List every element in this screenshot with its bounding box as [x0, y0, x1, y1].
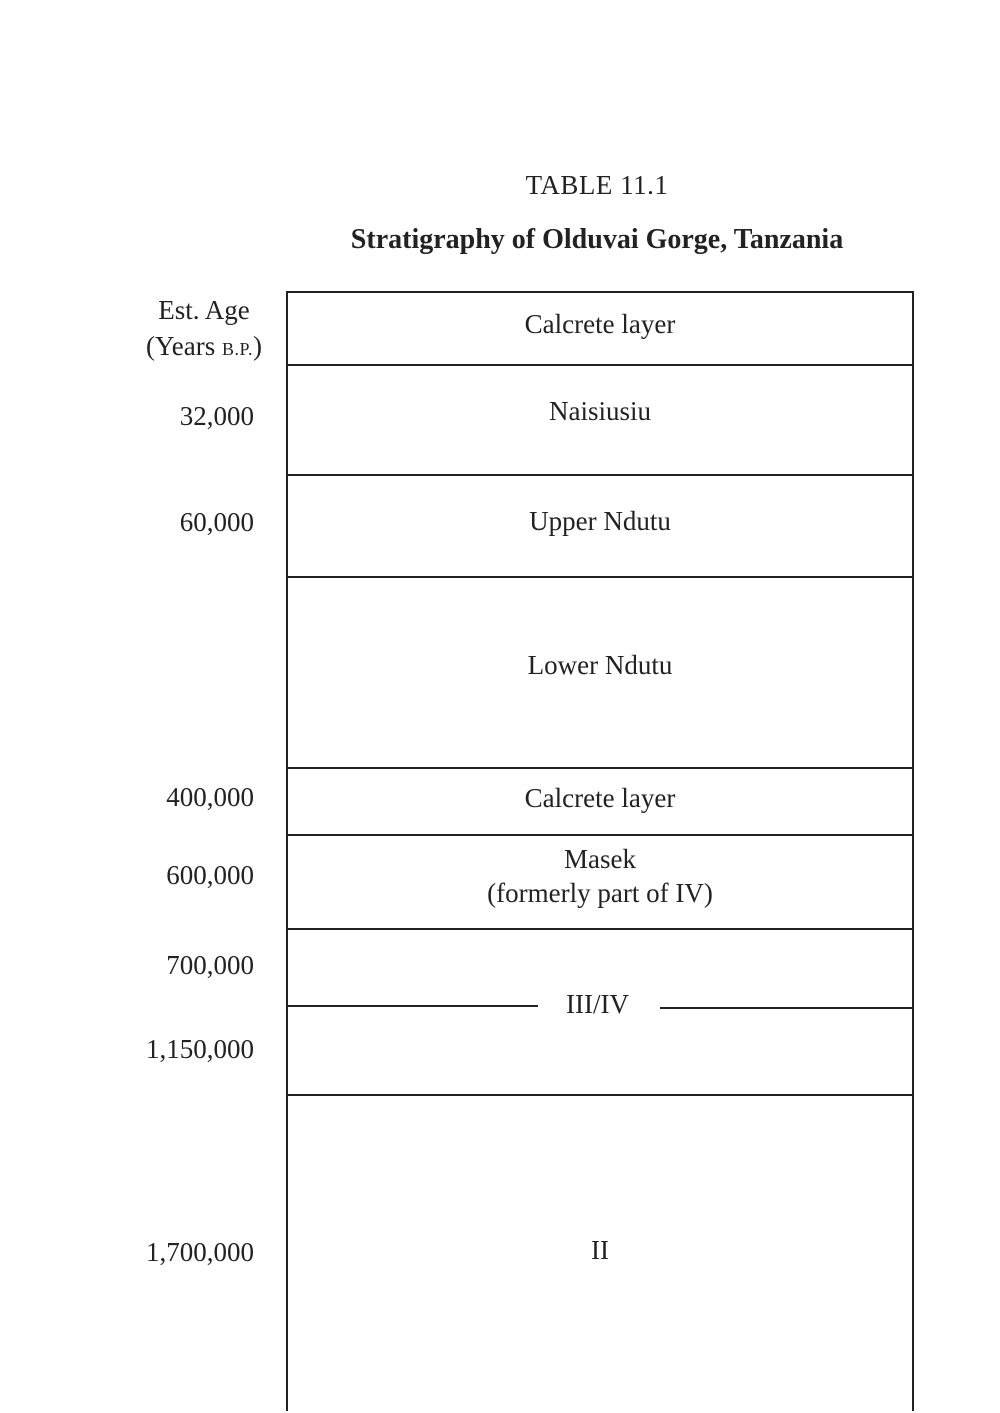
- age-header-prefix: (Years: [145, 331, 222, 361]
- age-header-line1: Est. Age: [158, 295, 250, 325]
- age-label-700000: 700,000: [166, 950, 254, 980]
- age-column-header: [120, 292, 288, 367]
- layer-note: (formerly part of IV): [487, 878, 713, 908]
- age-label-1700000: 1,700,000: [146, 1237, 254, 1267]
- layer-masek: [288, 836, 912, 930]
- layer-label: Naisiusiu: [548, 396, 651, 426]
- layer-lower-ndutu: [288, 578, 912, 769]
- age-label-600000: 600,000: [166, 860, 254, 890]
- table-title: Stratigraphy of Olduvai Gorge, Tanzania: [350, 224, 844, 255]
- layer-label: II: [591, 1235, 609, 1265]
- age-label-400000: 400,000: [166, 782, 254, 812]
- age-label-1150000: 1,150,000: [146, 1034, 254, 1064]
- layer-naisiusiu: [288, 366, 912, 476]
- stratigraphy-column: [286, 291, 914, 1411]
- iii-iv-divider-left: [288, 1005, 538, 1007]
- age-header-unit: B.P.: [221, 339, 254, 359]
- iii-iv-divider-right: [660, 1007, 914, 1009]
- layer-label: Masek: [564, 844, 636, 874]
- layer-calcrete-lower: [288, 769, 912, 836]
- layer-label: Lower Ndutu: [527, 650, 673, 680]
- age-label-32000: 32,000: [179, 401, 254, 431]
- layer-calcrete-upper: [288, 293, 912, 366]
- age-header-line2: [120, 328, 288, 367]
- layer-label: Calcrete layer: [524, 309, 676, 339]
- layer-label: Upper Ndutu: [529, 506, 671, 536]
- age-header-suffix: ): [253, 331, 263, 361]
- table-number: TABLE 11.1: [525, 170, 669, 200]
- layer-ii: [288, 1096, 912, 1413]
- layer-upper-ndutu: [288, 476, 912, 578]
- layer-label: Calcrete layer: [524, 783, 676, 813]
- layer-iii-iv-label: III/IV: [566, 989, 629, 1019]
- age-label-60000: 60,000: [179, 507, 254, 537]
